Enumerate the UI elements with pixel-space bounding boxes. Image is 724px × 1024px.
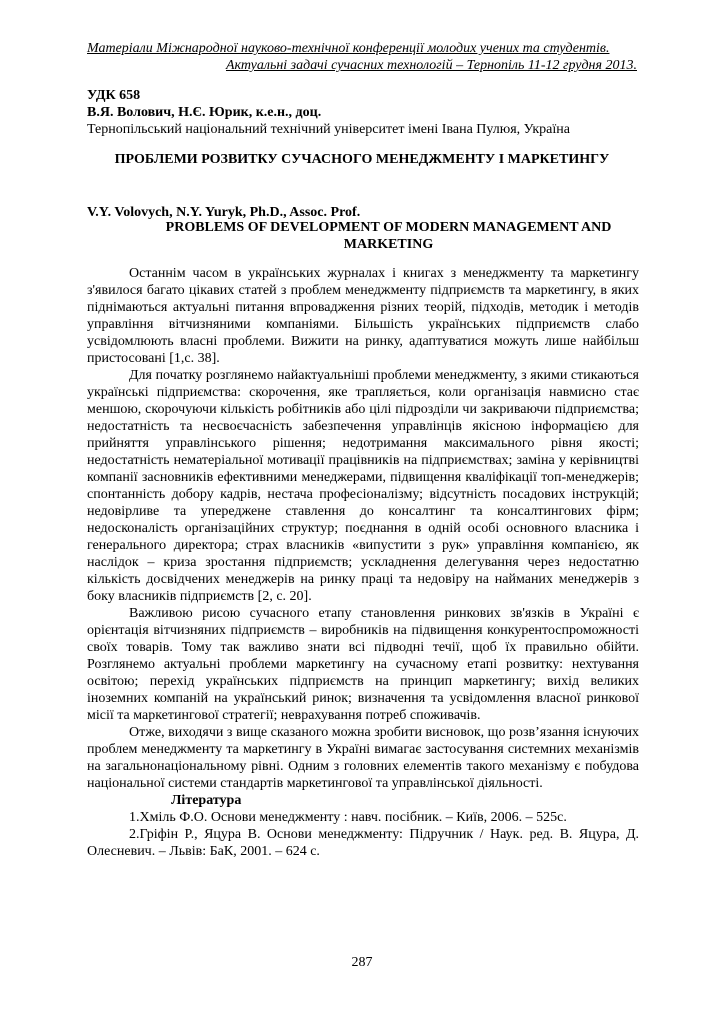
paragraph-marketing-problems: Важливою рисою сучасного етапу становлення ринкових зв'язків в Україні є орієнтація вітчизняних підприємств – виробників на підвищення конкурентоспроможності своїх товарів. Тому так важливо знати всі підводні течії, щоб їх правильно обійти. Розглянемо актуальні проблеми маркетингу на сучасному етапі розвитку: нехтування освітою; перехід українських підприємств на принцип маркетингу; вихід великих іноземних компаній на український ринок; визначення та усвідомлення власної ринкової місії та маркетингової стратегії; неврахування потреб споживачів.: [87, 606, 639, 723]
affiliation: Тернопільський національний технічний університет імені Івана Пулюя, Україна: [87, 122, 570, 137]
references-section: [87, 792, 639, 860]
paragraph-management-problems: Для початку розглянемо найактуальніші проблеми менеджменту, з якими стикаються українські підприємства: скорочення, яке трапляється, коли організація навмисно стає меншою, скорочуючи кількість робітників або цілі підрозділи чи закриваючи підприємства; недостатність та несвоєчасність забезпечення управлінців якісною інформацією для прийняття управлінського рішення; недотримання максимального рівня якості; недостатність нематеріальної мотивації працівників на підприємствах; заміна у керівництві компанії засновників ефективними менеджерами, підвищення кваліфікації топ-менеджерів; спонтанність добору кадрів, нестача професіоналізму; відсутність посадових інструкцій; недовірливе та упереджене ставлення до консалтинг та консалтингових фірм; недосконалість організаційних структур; поєднання в одній особі основного власника і генерального директора; страх власників «випустити з рук» управління компанією, як наслідок – криза зростання підприємств; ускладнення делегування через недостатню кількість досвідчених менеджерів на ринку праці та недовіру на найманих менеджерів з боку власників підприємств [2, с. 20].: [87, 368, 639, 604]
page-number: 287: [351, 955, 373, 970]
paragraph-conclusion: Отже, виходячи з вище сказаного можна зробити висновок, що розв’язання існуючих проблем менеджменту та маркетингу в Україні вимагає застосування системних механізмів на загальнонаціональному рівні. Одним з головних елементів такого механізму є побудова національної системи стандартів маркетингової та управлінської діяльності.: [87, 725, 639, 791]
conference-header-line-1: Матеріали Міжнародної науково-технічної конференції молодих учених та студентів.: [87, 41, 610, 56]
title-english: PROBLEMS OF DEVELOPMENT OF MODERN MANAGEMENT AND MARKETING: [165, 220, 612, 252]
title-ukrainian: ПРОБЛЕМИ РОЗВИТКУ СУЧАСНОГО МЕНЕДЖМЕНТУ І МАРКЕТИНГУ: [114, 152, 610, 167]
authors-ukrainian: В.Я. Волович, Н.Є. Юрик, к.е.н., доц.: [87, 105, 322, 120]
conference-header-line-2: Актуальні задачі сучасних технологій – Тернопіль 11-12 грудня 2013.: [225, 58, 637, 73]
reference-item: 1.Хміль Ф.О. Основи менеджменту : навч. посібник. – Київ, 2006. – 525с.: [129, 810, 567, 825]
authors-english: V.Y. Volovych, N.Y. Yuryk, Ph.D., Assoc. Prof.: [87, 205, 361, 220]
paragraph-intro: Останнім часом в українських журналах і книгах з менеджменту та маркетингу з'явилося багато цікавих статей з проблем менеджменту підприємств та маркетингу, в яких піднімаються актуальні питання впровадження різних теорій, підходів, методик і методів управління вітчизняними компаніями. Більшість українських підприємств слабо усвідомлюють власні проблеми. Вижити на ринку, адаптуватися можуть лише найбільш пристосовані [1,с. 38].: [87, 266, 639, 366]
udk-code: УДК 658: [87, 88, 141, 103]
reference-item: 2.Гріфін Р., Яцура В. Основи менеджменту: Підручник / Наук. ред. В. Яцура, Д. Олесневич. – Львів: БаК, 2001. – 624 с.: [87, 827, 639, 859]
article-body: [87, 265, 639, 860]
references-heading: Література: [171, 793, 242, 808]
